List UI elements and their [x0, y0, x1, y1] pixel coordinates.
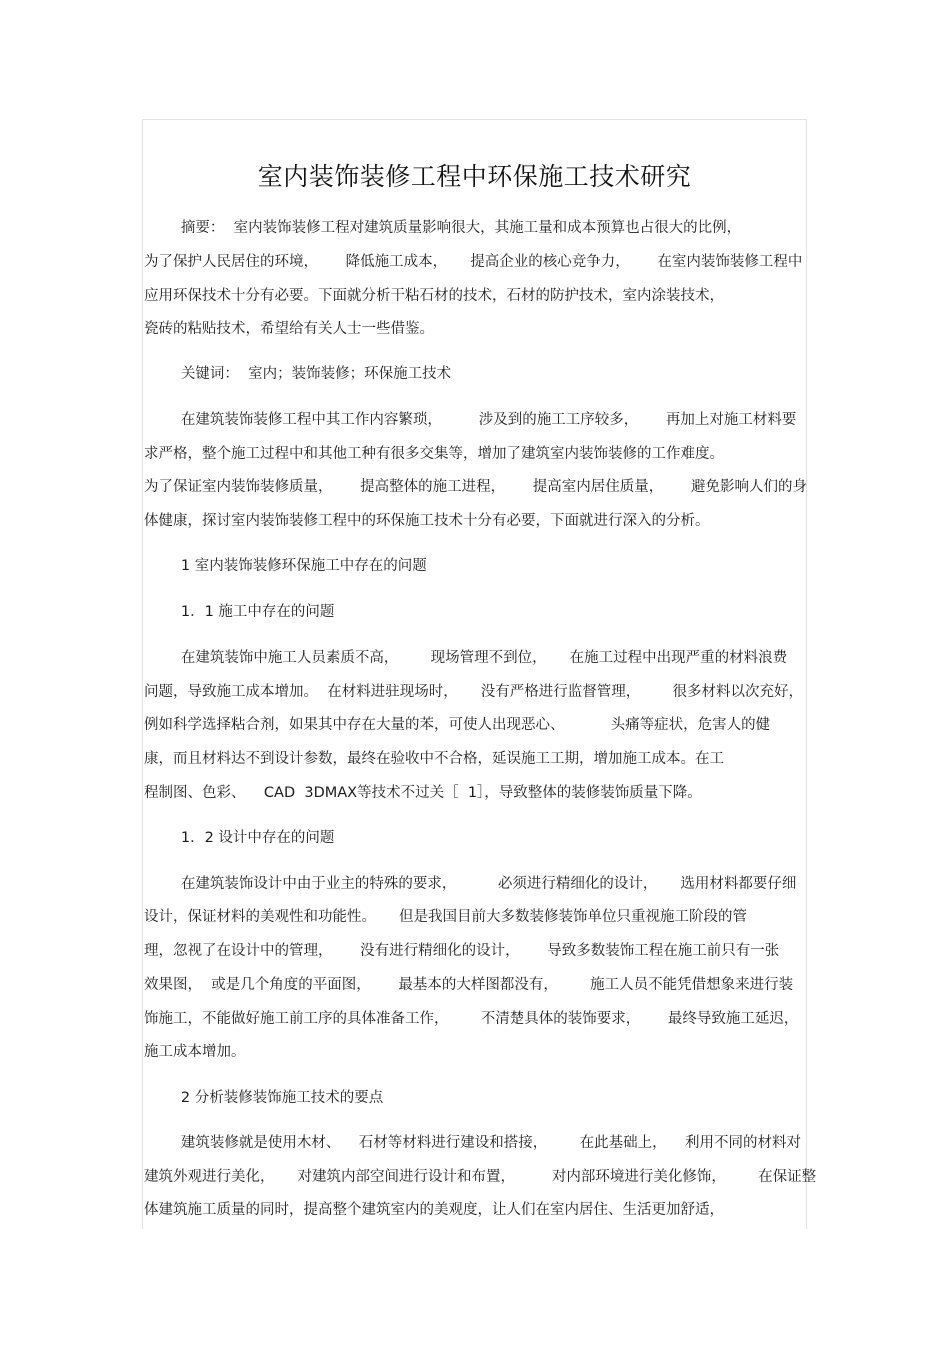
section-heading-1-2: 1．2 设计中存在的问题 — [144, 830, 335, 846]
body-line: 例如科学选择粘合剂，如果其中存在大量的苯，可使人出现恶心、 头痛等症状，危害人的健 — [144, 717, 771, 733]
body-line: 效果图， 或是几个角度的平面图， 最基本的大样图都没有， 施工人员不能凭借想象来进行装 — [144, 977, 794, 993]
keywords-line: 关键词： 室内；装饰装修；环保施工技术 — [144, 366, 452, 382]
document-title: 室内装饰装修工程中环保施工技术研究 — [257, 162, 692, 191]
body-line: 康，而且材料达不到设计参数，最终在验收中不合格，延误施工工期，增加施工成本。在工 — [144, 751, 724, 767]
abstract-line: 摘要： 室内装饰装修工程对建筑质量影响很大，其施工量和成本预算也占很大的比例， — [144, 220, 742, 236]
body-line: 建筑装修就是使用木材、 石材等材料进行建设和搭接， 在此基础上， 利用不同的材料对 — [144, 1135, 802, 1151]
body-line: 施工成本增加。 — [144, 1044, 246, 1060]
body-line: 在建筑装饰设计中由于业主的特殊的要求， 必须进行精细化的设计， 选用材料都要仔细 — [144, 876, 797, 892]
body-line: 在建筑装饰中施工人员素质不高， 现场管理不到位， 在施工过程中出现严重的材料浪费 — [144, 650, 788, 666]
body-line: 建筑外观进行美化， 对建筑内部空间进行设计和布置， 对内部环境进行美化修饰， 在保证整 — [144, 1169, 817, 1185]
abstract-line: 为了保护人民居住的环境， 降低施工成本， 提高企业的核心竞争力， 在室内装饰装修工程中 — [144, 254, 803, 270]
body-line: 饰施工，不能做好施工前工序的具体准备工作， 不清楚具体的装饰要求， 最终导致施工延迟， — [144, 1011, 799, 1027]
section-heading-1: 1 室内装饰装修环保施工中存在的问题 — [144, 558, 427, 574]
intro-line: 为了保证室内装饰装修质量， 提高整体的施工进程， 提高室内居住质量， 避免影响人们的身 — [144, 479, 807, 495]
body-line: 理，忽视了在设计中的管理， 没有进行精细化的设计， 导致多数装饰工程在施工前只有一张 — [144, 943, 780, 959]
intro-line: 在建筑装饰装修工程中其工作内容繁琐， 涉及到的施工工序较多， 再加上对施工材料要 — [144, 412, 797, 428]
section-heading-1-1: 1．1 施工中存在的问题 — [144, 604, 335, 620]
section-heading-2: 2 分析装修装饰施工技术的要点 — [144, 1090, 384, 1106]
body-line: 设计，保证材料的美观性和功能性。 但是我国目前大多数装修装饰单位只重视施工阶段的管 — [144, 909, 748, 925]
body-line: 问题，导致施工成本增加。 在材料进驻现场时， 没有严格进行监督管理， 很多材料以次充好， — [144, 684, 804, 700]
abstract-line: 瓷砖的粘贴技术，希望给有关人士一些借鉴。 — [144, 321, 434, 337]
body-line: 体建筑施工质量的同时，提高整个建筑室内的美观度，让人们在室内居住、生活更加舒适， — [144, 1202, 724, 1218]
intro-line: 体健康，探讨室内装饰装修工程中的环保施工技术十分有必要，下面就进行深入的分析。 — [144, 513, 710, 529]
intro-line: 求严格，整个施工过程中和其他工种有很多交集等，增加了建筑室内装饰装修的工作难度。 — [144, 446, 724, 462]
abstract-line: 应用环保技术十分有必要。下面就分析干粘石材的技术，石材的防护技术，室内涂装技术， — [144, 288, 724, 304]
body-line: 程制图、色彩、 CAD 3DMAX等技术不过关［ 1］，导致整体的装修装饰质量下降。 — [144, 785, 702, 801]
